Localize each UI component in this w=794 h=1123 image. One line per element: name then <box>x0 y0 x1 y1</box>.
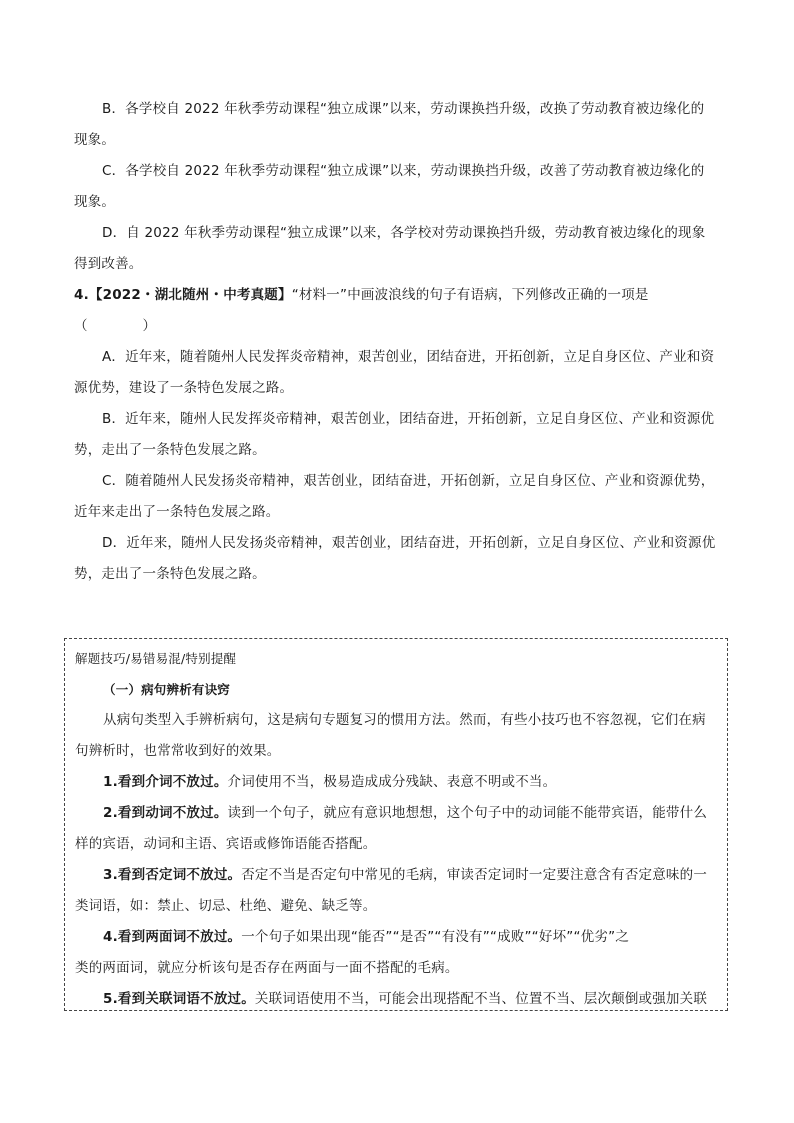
tip-item-2-line2: 样的宾语，动词和主语、宾语或修饰语能否搭配。 <box>75 836 377 852</box>
q4-answer-blank: （ ） <box>74 318 157 334</box>
q4-option-a-line2: 源优势，建设了一条特色发展之路。 <box>74 380 294 396</box>
tips-title: 解题技巧/易错易混/特别提醒 <box>75 651 237 666</box>
tips-intro-line2: 句辨析时，也常常收到好的效果。 <box>75 743 281 759</box>
question-4 <box>74 280 730 590</box>
tip-item-2-text: 读到一个句子，就应有意识地想想，这个句子中的动词能不能带宾语，能带什么 <box>227 805 708 821</box>
q4-option-b-line2: 势，走出了一条特色发展之路。 <box>74 442 266 458</box>
q4-option-a-line1: A．近年来，随着随州人民发挥炎帝精神，艰苦创业，团结奋进，开拓创新，立足自身区位、产业和资 <box>102 349 715 365</box>
tip-item-2-head: 2.看到动词不放过。 <box>103 805 228 821</box>
tips-intro-line1: 从病句类型入手辨析病句，这是病句专题复习的惯用方法。然而，有些小技巧也不容忽视，它们在病 <box>103 712 706 728</box>
tip-item-3-text: 否定不当是否定句中常见的毛病，审读否定词时一定要注意含有否定意味的一 <box>241 867 708 883</box>
tip-item-5-head: 5.看到关联词语不放过。 <box>103 991 255 1007</box>
q4-source: 【2022・湖北随州・中考真题】 <box>88 287 292 303</box>
tip-item-3-line2: 类词语，如：禁止、切忌、杜绝、避免、缺乏等。 <box>75 898 377 914</box>
q4-option-d-line2: 势，走出了一条特色发展之路。 <box>74 566 266 582</box>
tip-item-2 <box>75 798 725 829</box>
tip-item-5-text: 关联词语使用不当，可能会出现搭配不当、位置不当、层次颠倒或强加关联 <box>254 991 708 1007</box>
tip-item-4-line2: 类的两面词，就应分析该句是否存在两面与一面不搭配的毛病。 <box>75 960 459 976</box>
q3-option-c-line1: C．各学校自 2022 年秋季劳动课程“独立成课”以来，劳动课换挡升级，改善了劳动教育被边缘化的 <box>102 163 705 179</box>
tip-item-4-head: 4.看到两面词不放过。 <box>103 929 242 945</box>
q3-option-b-line2: 现象。 <box>74 132 116 148</box>
q4-number: 4. <box>74 287 89 303</box>
q3-options <box>74 94 730 280</box>
q3-option-d-line2: 得到改善。 <box>74 256 143 272</box>
q3-option-d-line1: D．自 2022 年秋季劳动课程“独立成课”以来，各学校对劳动课换挡升级，劳动教育被边缘化的现象 <box>102 225 706 241</box>
tips-content <box>75 643 725 1015</box>
q4-stem: “材料一”中画波浪线的句子有语病，下列修改正确的一项是 <box>291 287 649 303</box>
tip-item-4 <box>75 922 725 953</box>
tip-item-1-head: 1.看到介词不放过。 <box>103 774 228 790</box>
q4-header <box>74 280 730 311</box>
tip-item-1 <box>75 767 725 798</box>
tip-item-5 <box>75 984 725 1015</box>
q4-option-c-line1: C．随着随州人民发扬炎帝精神，艰苦创业，团结奋进，开拓创新，立足自身区位、产业和资源优势， <box>102 473 715 489</box>
q3-option-b-line1: B．各学校自 2022 年秋季劳动课程“独立成课”以来，劳动课换挡升级，改换了劳动教育被边缘化的 <box>102 101 705 117</box>
tip-item-4-text: 一个句子如果出现“能否”“是否”“有没有”“成败”“好坏”“优劣”之 <box>241 929 629 945</box>
q4-option-b-line1: B．近年来，随州人民发挥炎帝精神，艰苦创业，团结奋进，开拓创新，立足自身区位、产业和资源优 <box>102 411 715 427</box>
tip-item-3-head: 3.看到否定词不放过。 <box>103 867 242 883</box>
tip-item-1-text: 介词使用不当，极易造成成分残缺、表意不明或不当。 <box>227 774 557 790</box>
tips-subtitle: （一）病句辨析有诀窍 <box>103 682 231 697</box>
q4-option-c-line2: 近年来走出了一条特色发展之路。 <box>74 504 280 520</box>
tips-box <box>64 638 728 1011</box>
q4-option-d-line1: D．近年来，随州人民发扬炎帝精神，艰苦创业，团结奋进，开拓创新，立足自身区位、产业和资源优 <box>102 535 716 551</box>
tip-item-3 <box>75 860 725 891</box>
q3-option-c-line2: 现象。 <box>74 194 116 210</box>
